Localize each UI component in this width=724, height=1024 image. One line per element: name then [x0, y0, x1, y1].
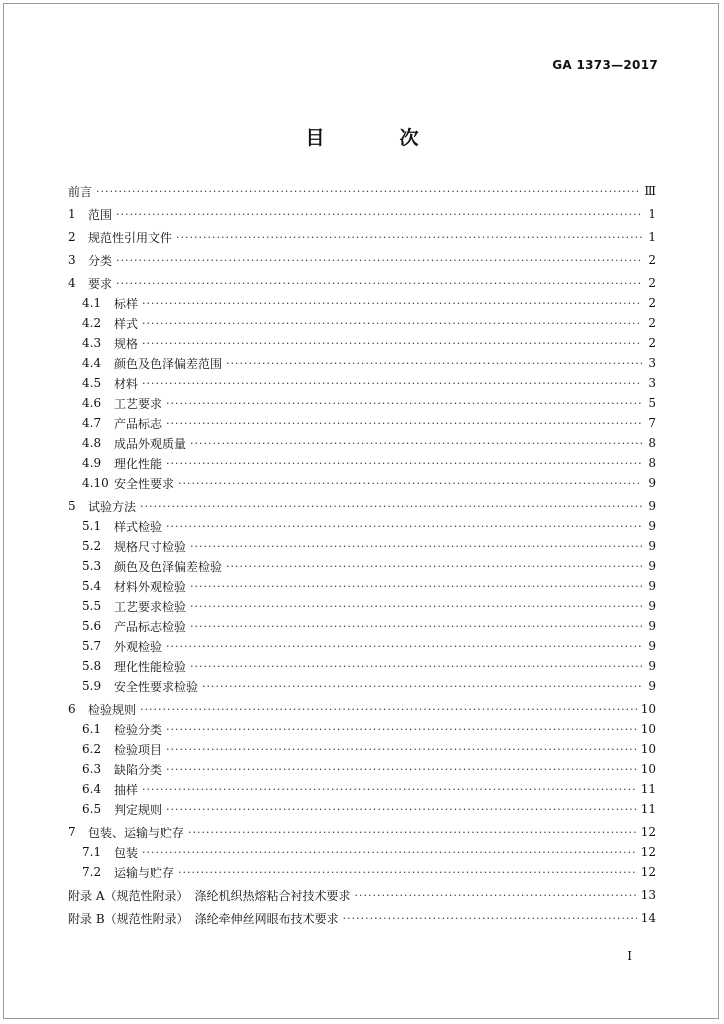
toc-entry[interactable]	[68, 313, 656, 333]
toc-entry-page: 9	[648, 619, 656, 633]
toc-entry-label: 规范性引用文件	[88, 230, 173, 245]
toc-entry-page: 2	[648, 276, 656, 290]
toc-entry-label: 成品外观质量	[114, 436, 187, 451]
toc-entry-number: 6.3	[82, 762, 102, 776]
toc-entry[interactable]	[68, 699, 656, 719]
toc-entry-page: 9	[648, 519, 656, 533]
toc-entry-page: 9	[648, 659, 656, 673]
toc-entry[interactable]	[68, 516, 656, 536]
toc-entry-label: 检验项目	[114, 742, 163, 757]
toc-entry-number: 5.6	[82, 619, 102, 633]
toc-leader-dots	[116, 208, 642, 221]
toc-entry[interactable]	[68, 393, 656, 413]
toc-entry-number: 5.3	[82, 559, 102, 573]
toc-leader-dots	[226, 357, 642, 370]
toc-entry[interactable]	[68, 842, 656, 862]
toc-entry[interactable]	[68, 536, 656, 556]
toc-leader-dots	[166, 640, 642, 653]
toc-entry[interactable]	[68, 333, 656, 353]
toc-entry-label: 颜色及色泽偏差范围	[114, 356, 223, 371]
toc-entry-label: 材料外观检验	[114, 579, 187, 594]
toc-leader-dots	[178, 866, 637, 879]
toc-entry-label: 包装、运输与贮存	[88, 825, 185, 840]
toc-entry-page: 10	[640, 722, 656, 736]
toc-leader-dots	[142, 846, 637, 859]
toc-entry-label: 范围	[88, 207, 113, 222]
toc-entry-number: 4.6	[82, 396, 102, 410]
toc-leader-dots	[116, 254, 642, 267]
toc-entry[interactable]	[68, 453, 656, 473]
toc-leader-dots	[140, 703, 637, 716]
toc-entry-label: 颜色及色泽偏差检验	[114, 559, 223, 574]
toc-leader-dots	[176, 231, 642, 244]
toc-entry[interactable]	[68, 496, 656, 516]
toc-entry-page: 10	[640, 762, 656, 776]
toc-entry[interactable]	[68, 596, 656, 616]
toc-entry[interactable]	[68, 822, 656, 842]
toc-leader-dots	[166, 457, 642, 470]
toc-entry-label: 分类	[88, 253, 113, 268]
page-number: I	[627, 949, 632, 963]
standard-number: GA 1373—2017	[552, 58, 658, 72]
toc-entry-number: 7	[68, 825, 76, 839]
toc-leader-dots	[166, 397, 642, 410]
toc-entry-label: 工艺要求	[114, 396, 163, 411]
toc-entry-page: 9	[648, 679, 656, 693]
toc-entry[interactable]	[68, 908, 656, 928]
toc-entry-page: 2	[648, 296, 656, 310]
toc-leader-dots	[188, 826, 637, 839]
toc-leader-dots	[166, 520, 642, 533]
toc-leader-dots	[190, 580, 642, 593]
toc-entry-page: 12	[640, 845, 656, 859]
toc-entry-number: 5.7	[82, 639, 102, 653]
toc-entry-label: 试验方法	[88, 499, 137, 514]
toc-entry-page: 12	[640, 865, 656, 879]
toc-leader-dots	[166, 763, 637, 776]
toc-entry-number: 5.5	[82, 599, 102, 613]
toc-entry-page: 8	[648, 456, 656, 470]
toc-entry[interactable]	[68, 739, 656, 759]
toc-entry-number: 4	[68, 276, 76, 290]
toc-entry-number: 4.9	[82, 456, 102, 470]
toc-leader-dots	[142, 377, 642, 390]
toc-entry[interactable]	[68, 636, 656, 656]
toc-entry[interactable]	[68, 433, 656, 453]
toc-entry-number: 5.4	[82, 579, 102, 593]
toc-leader-dots	[116, 277, 642, 290]
toc-entry-page: 1	[648, 230, 656, 244]
toc-entry[interactable]	[68, 719, 656, 739]
toc-leader-dots	[166, 803, 637, 816]
toc-entry-page: 1	[648, 207, 656, 221]
toc-entry-page: Ⅲ	[644, 184, 656, 198]
toc-entry-label: 规格尺寸检验	[114, 539, 187, 554]
toc-entry-page: 9	[648, 559, 656, 573]
toc-entry-number: 4.5	[82, 376, 102, 390]
toc-entry-page: 10	[640, 742, 656, 756]
toc-leader-dots	[190, 620, 642, 633]
toc-entry[interactable]	[68, 862, 656, 882]
toc-entry-page: 3	[648, 356, 656, 370]
toc-entry[interactable]	[68, 616, 656, 636]
toc-entry-label: 检验分类	[114, 722, 163, 737]
toc-entry-page: 5	[648, 396, 656, 410]
toc-entry-page: 2	[648, 316, 656, 330]
toc-entry-label: 样式	[114, 316, 139, 331]
toc-entry-label: 样式检验	[114, 519, 163, 534]
toc-entry-label: 产品标志检验	[114, 619, 187, 634]
toc-entry-label: 前言	[68, 184, 93, 199]
toc-entry-page: 10	[640, 702, 656, 716]
toc-entry-page: 11	[640, 782, 656, 796]
toc-leader-dots	[142, 297, 642, 310]
toc-entry-number: 6	[68, 702, 76, 716]
toc-entry[interactable]	[68, 779, 656, 799]
toc-entry-number: 4.4	[82, 356, 102, 370]
toc-leader-dots	[142, 783, 637, 796]
toc-entry-number: 5	[68, 499, 76, 513]
toc-entry-label: 检验规则	[88, 702, 137, 717]
toc-entry-label: 要求	[88, 276, 113, 291]
toc-entry-label: 理化性能检验	[114, 659, 187, 674]
toc-entry-label: 附录 A（规范性附录） 涤纶机织热熔粘合衬技术要求	[68, 888, 351, 903]
toc-entry-number: 3	[68, 253, 76, 267]
toc-leader-dots	[166, 743, 637, 756]
toc-entry-number: 5.9	[82, 679, 102, 693]
toc-leader-dots	[96, 185, 640, 198]
toc-entry-page: 12	[640, 825, 656, 839]
toc-entry[interactable]	[68, 353, 656, 373]
toc-entry[interactable]	[68, 413, 656, 433]
toc-entry-label: 理化性能	[114, 456, 163, 471]
toc-leader-dots	[190, 540, 642, 553]
toc-entry[interactable]	[68, 227, 656, 247]
toc-entry-page: 2	[648, 253, 656, 267]
toc-entry-label: 产品标志	[114, 416, 163, 431]
toc-entry[interactable]	[68, 273, 656, 293]
toc-entry-label: 抽样	[114, 782, 139, 797]
toc-entry-number: 4.1	[82, 296, 102, 310]
toc-entry-number: 4.3	[82, 336, 102, 350]
toc-entry[interactable]	[68, 204, 656, 224]
toc-entry-label: 材料	[114, 376, 139, 391]
toc-entry-label: 外观检验	[114, 639, 163, 654]
toc-entry-label: 安全性要求	[114, 476, 175, 491]
toc-entry[interactable]	[68, 799, 656, 819]
toc-leader-dots	[190, 660, 642, 673]
toc-entry-number: 4.7	[82, 416, 102, 430]
toc-entry[interactable]	[68, 656, 656, 676]
toc-entry[interactable]	[68, 473, 656, 493]
toc-entry[interactable]	[68, 293, 656, 313]
toc-entry[interactable]	[68, 373, 656, 393]
toc-entry-label: 标样	[114, 296, 139, 311]
toc-entry-number: 1	[68, 207, 76, 221]
toc-entry-number: 6.2	[82, 742, 102, 756]
toc-leader-dots	[142, 317, 642, 330]
toc-entry-page: 9	[648, 539, 656, 553]
toc-entry-page: 9	[648, 579, 656, 593]
toc-entry-page: 11	[640, 802, 656, 816]
toc-entry[interactable]	[68, 181, 656, 201]
toc-entry-number: 2	[68, 230, 76, 244]
toc-entry[interactable]	[68, 676, 656, 696]
toc-entry-label: 工艺要求检验	[114, 599, 187, 614]
toc-entry-page: 9	[648, 599, 656, 613]
toc-entry-label: 缺陷分类	[114, 762, 163, 777]
toc-leader-dots	[226, 560, 642, 573]
toc-entry-number: 5.1	[82, 519, 102, 533]
table-of-contents	[68, 181, 656, 928]
toc-entry[interactable]	[68, 250, 656, 270]
toc-entry-number: 7.1	[82, 845, 102, 859]
toc-entry[interactable]	[68, 556, 656, 576]
toc-leader-dots	[178, 477, 642, 490]
toc-entry[interactable]	[68, 576, 656, 596]
toc-leader-dots	[166, 417, 642, 430]
toc-entry[interactable]	[68, 885, 656, 905]
toc-leader-dots	[354, 889, 636, 902]
toc-entry-number: 6.4	[82, 782, 102, 796]
toc-entry-page: 3	[648, 376, 656, 390]
toc-entry-label: 附录 B（规范性附录） 涤纶牵伸丝网眼布技术要求	[68, 911, 339, 926]
toc-leader-dots	[142, 337, 642, 350]
toc-leader-dots	[202, 680, 642, 693]
toc-leader-dots	[190, 437, 642, 450]
toc-entry-page: 7	[648, 416, 656, 430]
toc-entry-number: 4.8	[82, 436, 102, 450]
toc-entry-number: 6.5	[82, 802, 102, 816]
toc-entry-number: 6.1	[82, 722, 102, 736]
toc-leader-dots	[190, 600, 642, 613]
toc-leader-dots	[343, 912, 637, 925]
toc-entry-page: 2	[648, 336, 656, 350]
toc-entry-number: 5.2	[82, 539, 102, 553]
toc-entry-page: 9	[648, 499, 656, 513]
page-title: 目 次	[305, 127, 447, 149]
toc-entry-label: 运输与贮存	[114, 865, 175, 880]
toc-leader-dots	[140, 500, 642, 513]
toc-entry-page: 9	[648, 639, 656, 653]
toc-entry-page: 9	[648, 476, 656, 490]
toc-entry-page: 13	[640, 888, 656, 902]
toc-entry-page: 8	[648, 436, 656, 450]
toc-entry-number: 4.10	[82, 476, 109, 490]
toc-entry-page: 14	[640, 911, 656, 925]
toc-entry-label: 规格	[114, 336, 139, 351]
toc-entry-number: 4.2	[82, 316, 102, 330]
toc-entry-label: 包装	[114, 845, 139, 860]
toc-leader-dots	[166, 723, 637, 736]
toc-entry-label: 安全性要求检验	[114, 679, 199, 694]
toc-entry[interactable]	[68, 759, 656, 779]
toc-entry-number: 7.2	[82, 865, 102, 879]
toc-entry-label: 判定规则	[114, 802, 163, 817]
toc-entry-number: 5.8	[82, 659, 102, 673]
